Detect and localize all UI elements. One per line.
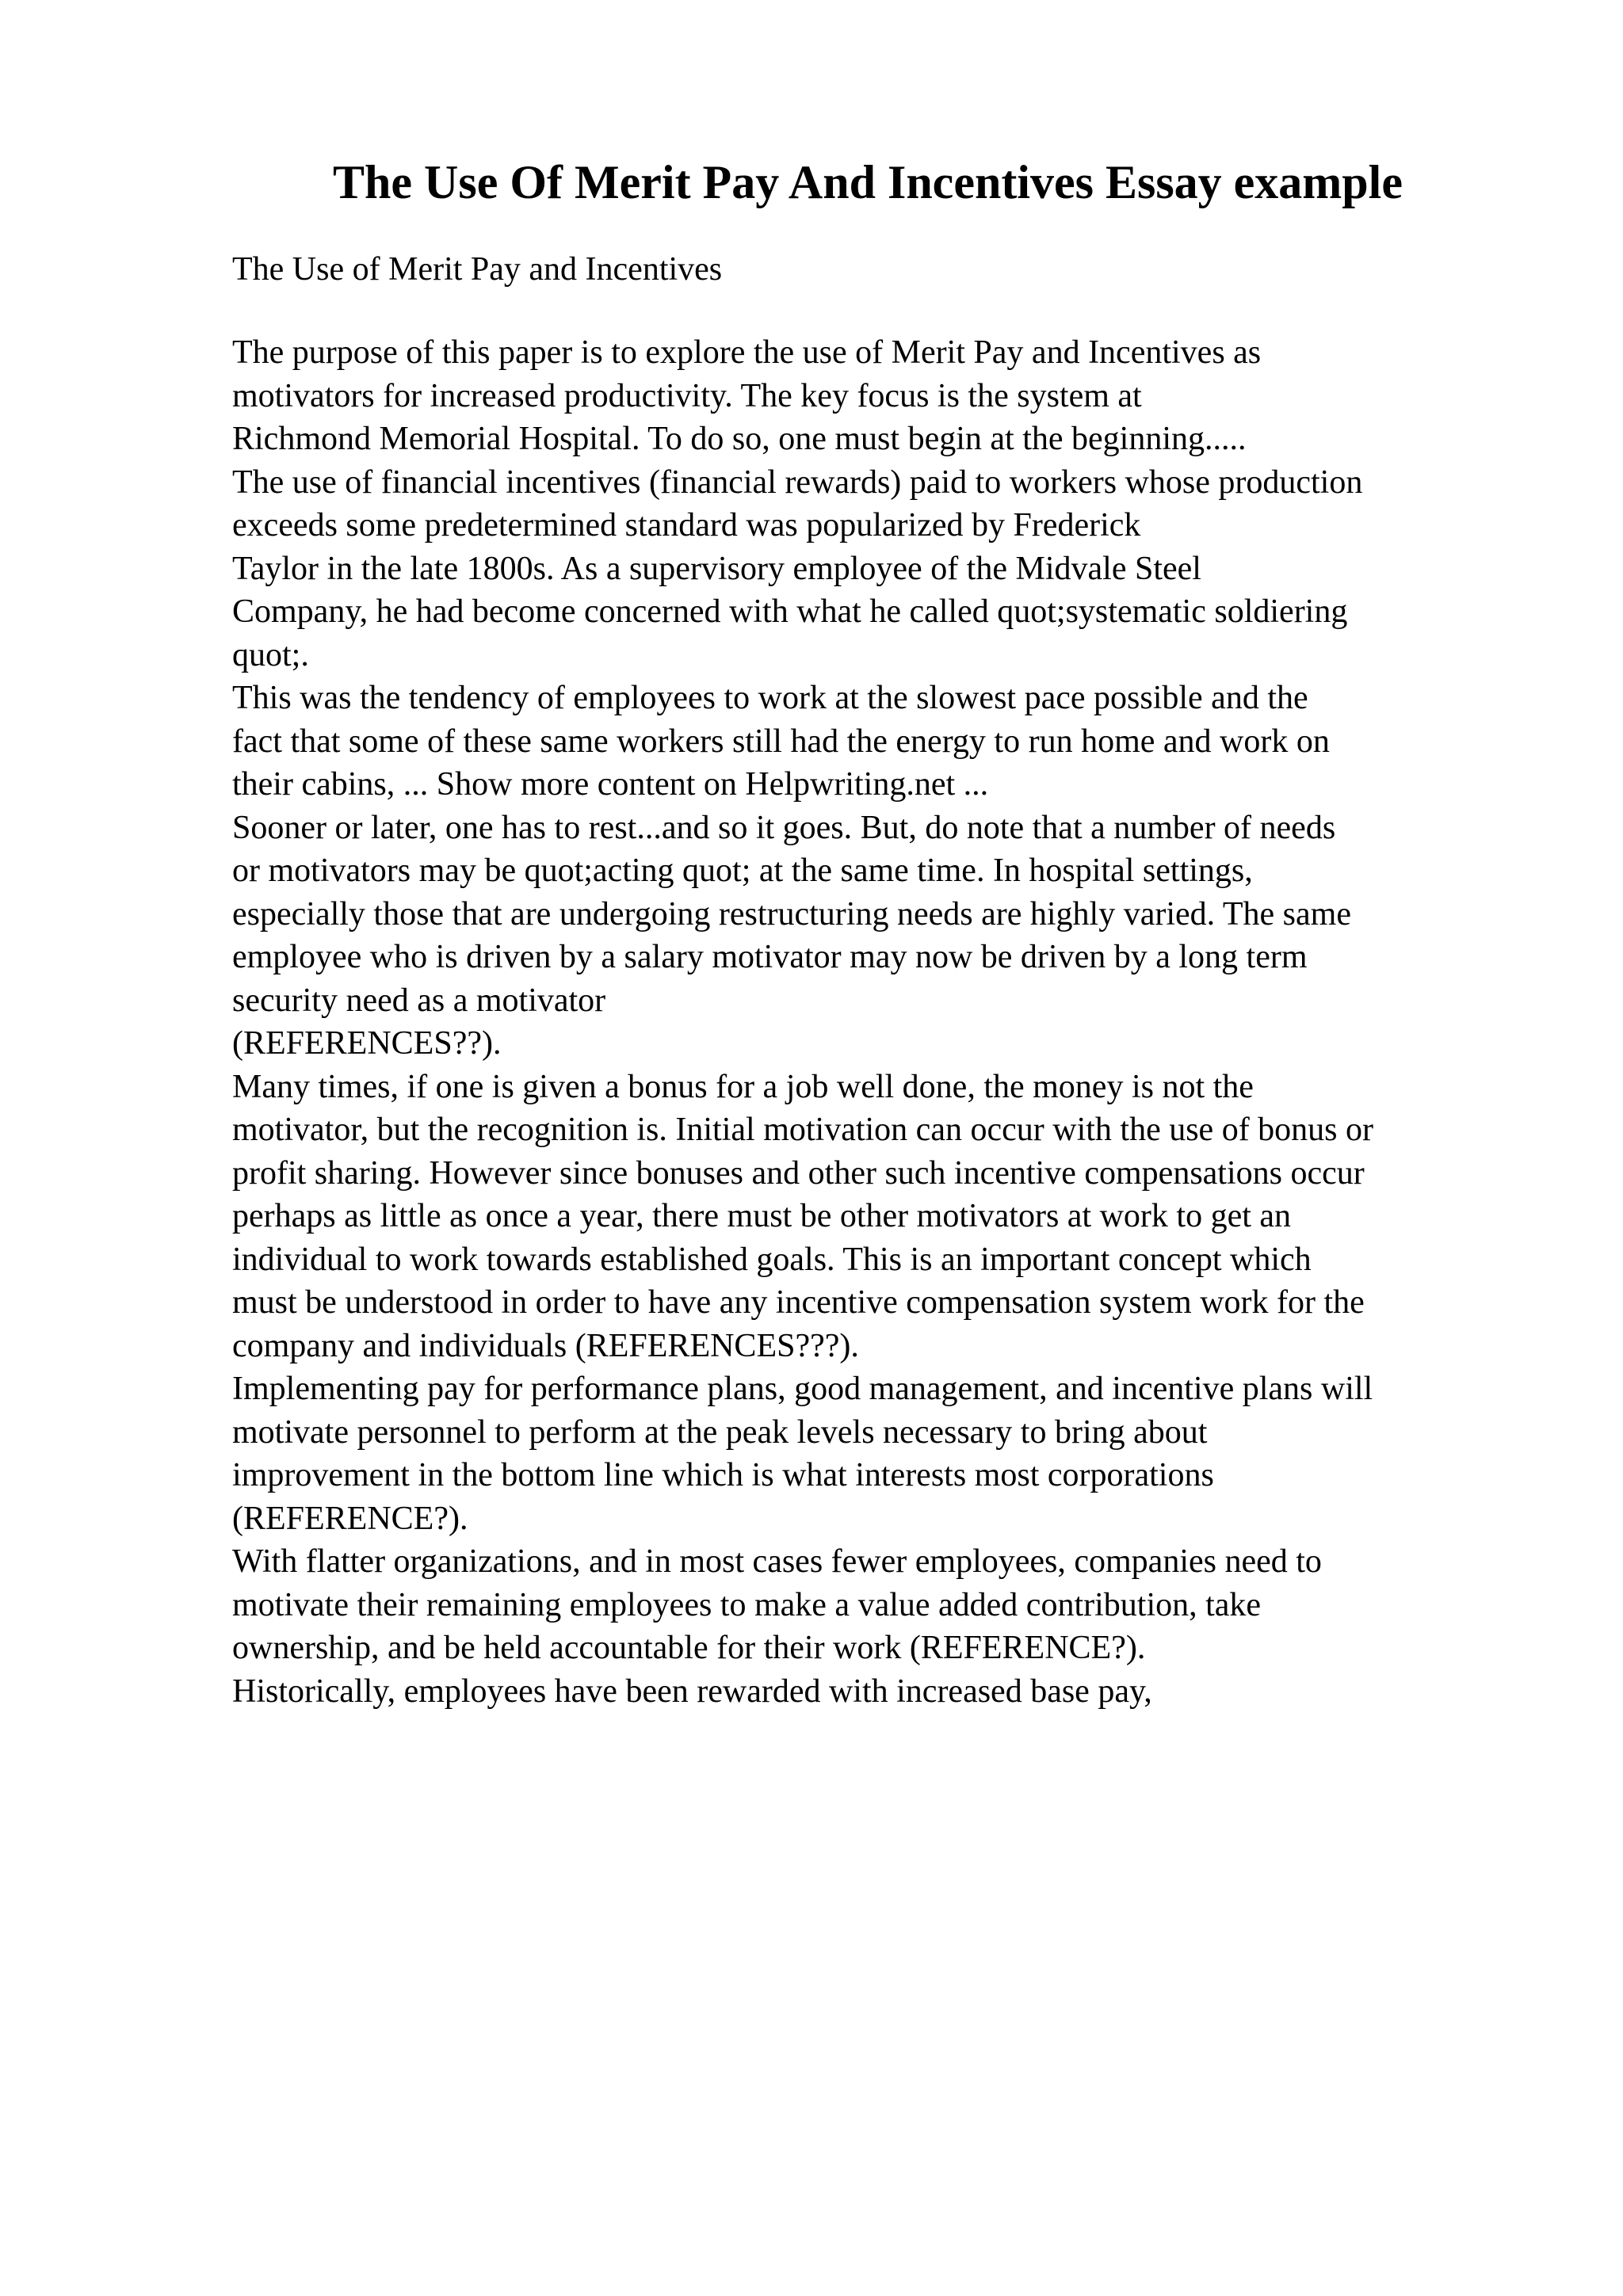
body-text-line: motivator, but the recognition is. Initial motivation can occur with the use of bonus or (232, 1112, 1374, 1148)
body-text-line: especially those that are undergoing restructuring needs are highly varied. The same (232, 895, 1351, 933)
body-text-line: Taylor in the late 1800s. As a supervisory employee of the Midvale Steel (232, 550, 1201, 587)
body-text-line: profit sharing. However since bonuses and other such incentive compensations occur (232, 1154, 1365, 1192)
document-subtitle: The Use of Merit Pay and Incentives (232, 251, 723, 288)
body-text-line: fact that some of these same workers still had the energy to run home and work on (232, 723, 1330, 760)
body-text-line: security need as a motivator (232, 982, 606, 1019)
body-text-line: ownership, and be held accountable for their work (REFERENCE?). (232, 1630, 1146, 1666)
body-text-line: With flatter organizations, and in most cases fewer employees, companies need to (232, 1543, 1322, 1580)
body-text-line: The purpose of this paper is to explore the use of Merit Pay and Incentives as (232, 334, 1262, 371)
document-title: The Use Of Merit Pay And Incentives Essay example (333, 156, 1403, 208)
body-text-line: quot;. (232, 636, 309, 673)
body-text-line: Many times, if one is given a bonus for a job well done, the money is not the (232, 1068, 1254, 1105)
body-text-line: company and individuals (REFERENCES???). (232, 1327, 859, 1364)
body-text-line: This was the tendency of employees to work at the slowest pace possible and the (232, 680, 1308, 716)
body-text-line: Sooner or later, one has to rest...and so it goes. But, do note that a number of needs (232, 809, 1336, 846)
body-text-line: motivators for increased productivity. The key focus is the system at (232, 377, 1142, 414)
document-body (232, 331, 1579, 1713)
body-text-line: (REFERENCE?). (232, 1500, 468, 1537)
body-text-line: Richmond Memorial Hospital. To do so, one must begin at the beginning..... (232, 421, 1247, 457)
body-text-line: motivate personnel to perform at the peak levels necessary to bring about (232, 1413, 1208, 1451)
body-text-line: or motivators may be quot;acting quot; at the same time. In hospital settings, (232, 852, 1253, 889)
body-text-line: Historically, employees have been rewarded with increased base pay, (232, 1672, 1152, 1710)
body-text-line: individual to work towards established goals. This is an important concept which (232, 1241, 1312, 1278)
body-text-line: improvement in the bottom line which is what interests most corporations (232, 1457, 1214, 1493)
body-text-line: Company, he had become concerned with what he called quot;systematic soldiering (232, 593, 1348, 630)
body-text-line: must be understood in order to have any incentive compensation system work for the (232, 1284, 1365, 1321)
body-text-line: perhaps as little as once a year, there must be other motivators at work to get an (232, 1198, 1292, 1234)
body-text-line: their cabins, ... Show more content on Helpwriting.net ... (232, 766, 989, 803)
body-text-line: exceeds some predetermined standard was popularized by Frederick (232, 507, 1141, 543)
body-text-line: (REFERENCES??). (232, 1025, 502, 1062)
body-text-line: employee who is driven by a salary motivator may now be driven by a long term (232, 939, 1308, 975)
body-text-line: The use of financial incentives (financial rewards) paid to workers whose production (232, 463, 1363, 501)
body-text-line: Implementing pay for performance plans, good management, and incentive plans will (232, 1371, 1373, 1407)
body-text-line: motivate their remaining employees to make a value added contribution, take (232, 1586, 1262, 1623)
